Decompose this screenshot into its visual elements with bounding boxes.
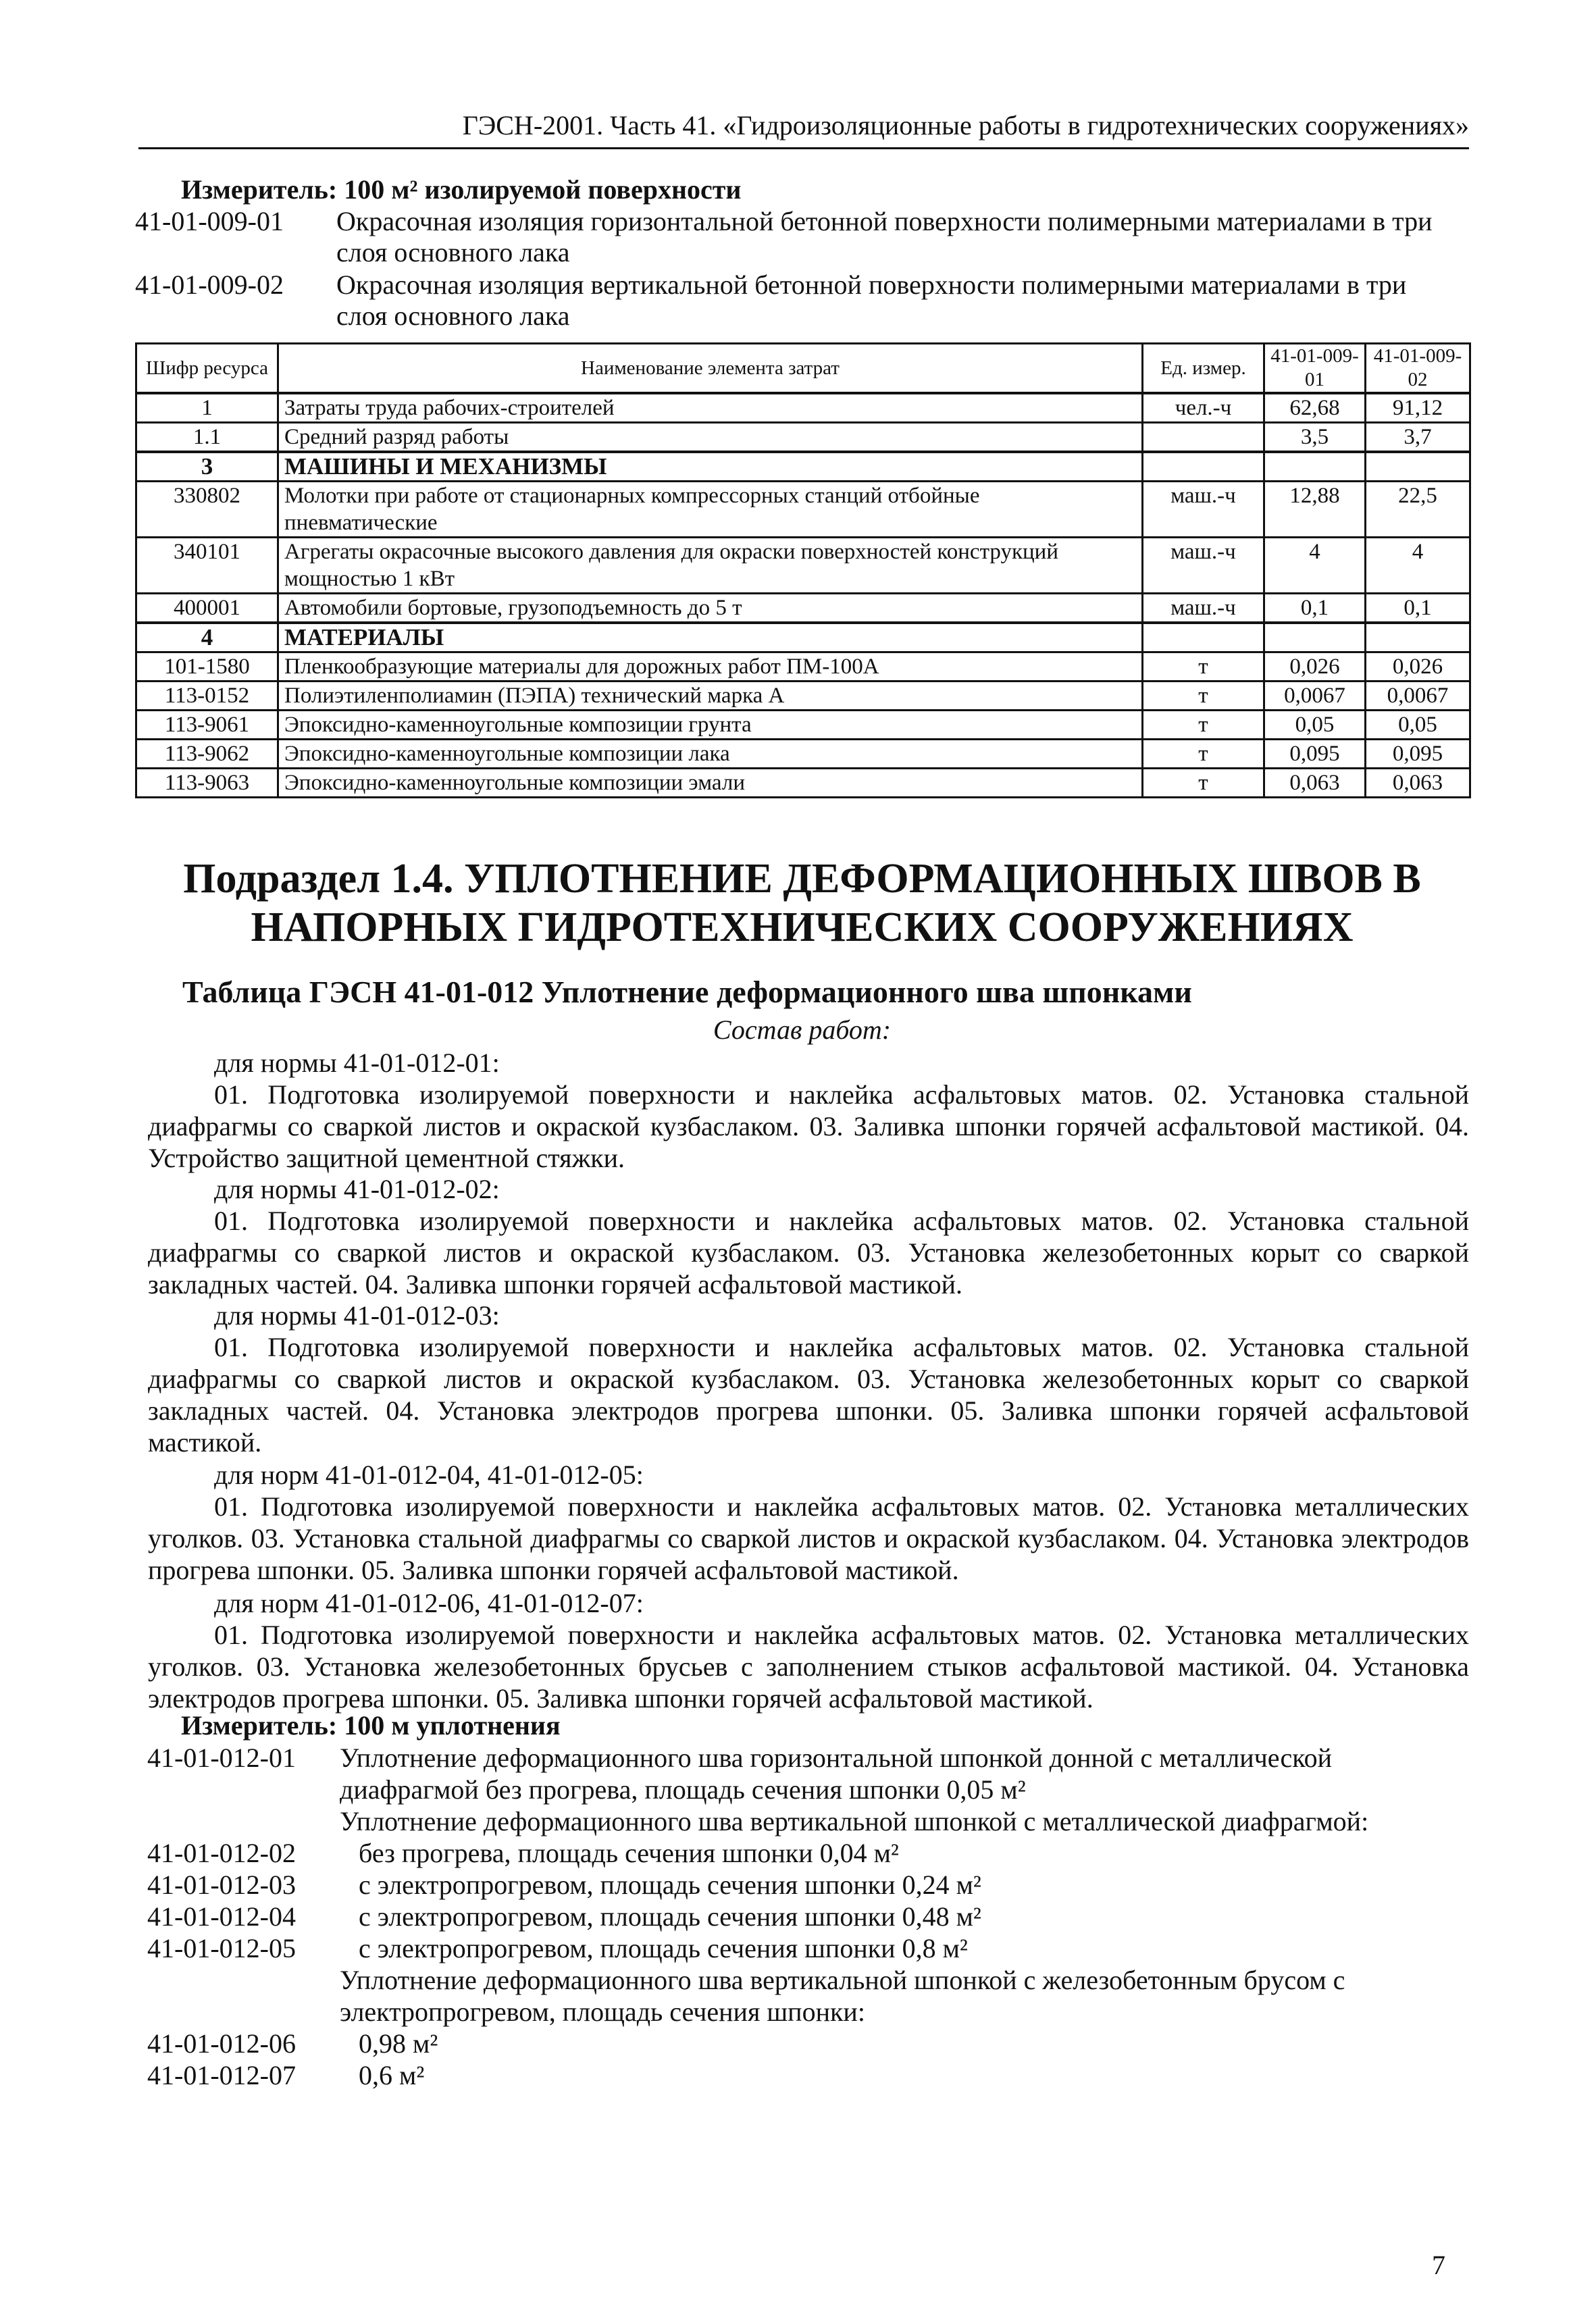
work-group-label: для нормы 41-01-012-03: [214,1300,500,1331]
page-number: 7 [1432,2250,1445,2280]
norm-group-title: электропрогревом, площадь сечения шпонки: [340,1997,865,2027]
subsection-heading-line: Подраздел 1.4. УПЛОТНЕНИЕ ДЕФОРМАЦИОННЫХ ШВОВ В [183,856,1421,902]
table-section-row [136,452,1470,482]
cell-unit: чел.-ч [1143,393,1264,423]
table-section-row [136,623,1470,652]
cell-unit: т [1143,769,1264,798]
work-group-text [148,1079,1469,1174]
cell-value: 0,05 [1366,711,1470,740]
header-unit: Ед. измер. [1143,344,1264,394]
table-row [136,682,1470,711]
norm-code: 41-01-012-05 [147,1933,296,1963]
work-group-text [148,1205,1469,1300]
cell-name: Агрегаты окрасочные высокого давления для окраски поверхностей конструкций мощностью 1 кВт [278,538,1143,594]
work-group-text-content: 01. Подготовка изолируемой поверхности и наклейка асфальтовых матов. 02. Установка стальной диафрагмы со сваркой листов и окраской кузбаслаком. 03. Заливка шпонки горячей асфальтовой мастикой. 04. Устройство защитной цементной стяжки. [148,1079,1469,1173]
cell-name: Полиэтиленполиамин (ПЭПА) технический марка А [278,682,1143,711]
work-group-label: для нормы 41-01-012-01: [214,1048,500,1078]
table-title: Таблица ГЭСН 41-01-012 Уплотнение деформационного шва шпонками [182,975,1192,1009]
table-row [136,423,1470,453]
norm-description [336,206,1432,268]
cell-value: 4 [1366,538,1470,594]
table-row [136,393,1470,423]
norm-item [135,206,1469,270]
header-norm-1: 41-01-009-01 [1264,344,1366,394]
cell-code: 113-0152 [136,682,278,711]
cell-code: 113-9062 [136,740,278,769]
work-group-label: для нормы 41-01-012-02: [214,1174,500,1204]
section-title: МАТЕРИАЛЫ [278,623,1143,652]
cell-unit: маш.-ч [1143,482,1264,538]
table-row [136,740,1470,769]
cell-code: 340101 [136,538,278,594]
work-group-text-content: 01. Подготовка изолируемой поверхности и наклейка асфальтовых матов. 02. Установка металлических уголков. 03. Установка стальной диафрагмы со сваркой листов и окраской кузбаслаком. 04. Установка электродов прогрева шпонки. 05. Заливка шпонки горячей асфальтовой мастикой. [148,1491,1469,1585]
work-group-text [148,1331,1469,1458]
cell-value [1264,452,1366,482]
measure-heading-2: Измеритель: 100 м уплотнения [181,1710,561,1741]
table-row [136,711,1470,740]
norm-description-line: слоя основного лака [336,301,570,331]
cell-unit [1143,423,1264,453]
cell-value: 12,88 [1264,482,1366,538]
cell-code: 1 [136,393,278,423]
cell-name: Эпоксидно-каменноугольные композиции лака [278,740,1143,769]
norm-description-line: слоя основного лака [336,237,570,267]
cell-value: 0,026 [1366,652,1470,682]
cell-name: Пленкообразующие материалы для дорожных работ ПМ-100А [278,652,1143,682]
cell-value [1366,623,1470,652]
table-row [136,594,1470,623]
work-group-text [148,1619,1469,1714]
work-group-label: для норм 41-01-012-06, 41-01-012-07: [214,1588,644,1618]
table-row [136,769,1470,798]
cell-code: 3 [136,452,278,482]
cell-value: 62,68 [1264,393,1366,423]
header-norm-2: 41-01-009-02 [1366,344,1470,394]
norm-description: Уплотнение деформационного шва горизонтальной шпонкой донной с металлической [340,1743,1333,1773]
cell-value: 3,7 [1366,423,1470,453]
cell-unit [1143,623,1264,652]
cell-value [1264,623,1366,652]
work-group-text [148,1491,1469,1586]
norm-code: 41-01-009-02 [135,269,284,300]
cell-code: 330802 [136,482,278,538]
cell-unit: маш.-ч [1143,594,1264,623]
norm-code: 41-01-012-01 [147,1743,296,1773]
norm-code: 41-01-012-07 [147,2060,296,2090]
running-header: ГЭСН-2001. Часть 41. «Гидроизоляционные работы в гидротехнических сооружениях» [462,110,1469,140]
norm-group-title: Уплотнение деформационного шва вертикальной шпонкой с железобетонным брусом с [340,1965,1345,1995]
cell-unit: т [1143,711,1264,740]
cell-name: Средний разряд работы [278,423,1143,453]
cell-value: 22,5 [1366,482,1470,538]
norm-code: 41-01-009-01 [135,206,284,236]
table-row [136,652,1470,682]
cell-value: 0,063 [1264,769,1366,798]
norm-code: 41-01-012-06 [147,2028,296,2059]
cell-name: Молотки при работе от стационарных компрессорных станций отбойные пневматические [278,482,1143,538]
cell-value: 4 [1264,538,1366,594]
cell-value: 0,1 [1264,594,1366,623]
cell-code: 400001 [136,594,278,623]
cell-value: 0,063 [1366,769,1470,798]
cell-name: Эпоксидно-каменноугольные композиции эмали [278,769,1143,798]
cell-value: 0,1 [1366,594,1470,623]
norm-description: диафрагмой без прогрева, площадь сечения шпонки 0,05 м² [340,1774,1026,1805]
cell-value: 0,095 [1264,740,1366,769]
norm-description: 0,98 м² [359,2028,438,2059]
table-row [136,538,1470,594]
cell-code: 101-1580 [136,652,278,682]
norm-description [336,269,1406,332]
cell-code: 113-9061 [136,711,278,740]
cell-value: 0,095 [1366,740,1470,769]
norm-description: 0,6 м² [359,2060,425,2090]
norm-description-line: Окрасочная изоляция вертикальной бетонной поверхности полимерными материалами в три [336,269,1407,300]
cell-unit: т [1143,682,1264,711]
header-divider [138,147,1469,149]
cell-value [1366,452,1470,482]
cell-unit: маш.-ч [1143,538,1264,594]
cell-unit: т [1143,740,1264,769]
cell-value: 0,0067 [1264,682,1366,711]
cell-unit: т [1143,652,1264,682]
norm-description: без прогрева, площадь сечения шпонки 0,04 м² [359,1838,899,1868]
composition-label: Состав работ: [713,1014,892,1045]
cell-name: Затраты труда рабочих-строителей [278,393,1143,423]
cell-value: 91,12 [1366,393,1470,423]
cell-value: 0,05 [1264,711,1366,740]
norm-code: 41-01-012-02 [147,1838,296,1868]
cell-value: 0,026 [1264,652,1366,682]
norm-description: с электропрогревом, площадь сечения шпонки 0,48 м² [359,1901,981,1932]
norm-description: с электропрогревом, площадь сечения шпонки 0,24 м² [359,1870,981,1900]
cell-code: 4 [136,623,278,652]
cell-name: Эпоксидно-каменноугольные композиции грунта [278,711,1143,740]
subsection-heading [135,854,1469,952]
cell-code: 113-9063 [136,769,278,798]
cell-unit [1143,452,1264,482]
subsection-heading-line: НАПОРНЫХ ГИДРОТЕХНИЧЕСКИХ СООРУЖЕНИЯХ [251,904,1354,950]
norm-item [135,269,1469,334]
cell-code: 1.1 [136,423,278,453]
norm-code: 41-01-012-04 [147,1901,296,1932]
norm-code: 41-01-012-03 [147,1870,296,1900]
work-group-text-content: 01. Подготовка изолируемой поверхности и наклейка асфальтовых матов. 02. Установка стальной диафрагмы со сваркой листов и окраской кузбаслаком. 03. Установка железобетонных корыт со сваркой закладных частей. 04. Заливка шпонки горячей асфальтовой мастикой. [148,1206,1469,1300]
work-group-label: для норм 41-01-012-04, 41-01-012-05: [214,1460,644,1490]
measure-heading-1: Измеритель: 100 м² изолируемой поверхности [181,174,742,205]
work-group-text-content: 01. Подготовка изолируемой поверхности и наклейка асфальтовых матов. 02. Установка стальной диафрагмы со сваркой листов и окраской кузбаслаком. 03. Установка железобетонных корыт со сваркой закладных частей. 04. Установка электродов прогрева шпонки. 05. Заливка шпонки горячей асфальтовой мастикой. [148,1332,1469,1458]
resource-table [135,342,1471,798]
norm-description: с электропрогревом, площадь сечения шпонки 0,8 м² [359,1933,968,1963]
cell-value: 0,0067 [1366,682,1470,711]
header-code: Шифр ресурса [136,344,278,394]
norm-group-title: Уплотнение деформационного шва вертикальной шпонкой с металлической диафрагмой: [340,1806,1369,1836]
cell-value: 3,5 [1264,423,1366,453]
section-title: МАШИНЫ И МЕХАНИЗМЫ [278,452,1143,482]
table-row [136,482,1470,538]
header-name: Наименование элемента затрат [278,344,1143,394]
work-group-text-content: 01. Подготовка изолируемой поверхности и наклейка асфальтовых матов. 02. Установка металлических уголков. 03. Установка железобетонных брусьев с заполнением стыков асфальтовой мастикой. 04. Установка электродов прогрева шпонки. 05. Заливка шпонки горячей асфальтовой мастикой. [148,1620,1469,1714]
cell-name: Автомобили бортовые, грузоподъемность до 5 т [278,594,1143,623]
norm-description-line: Окрасочная изоляция горизонтальной бетонной поверхности полимерными материалами в три [336,206,1433,236]
